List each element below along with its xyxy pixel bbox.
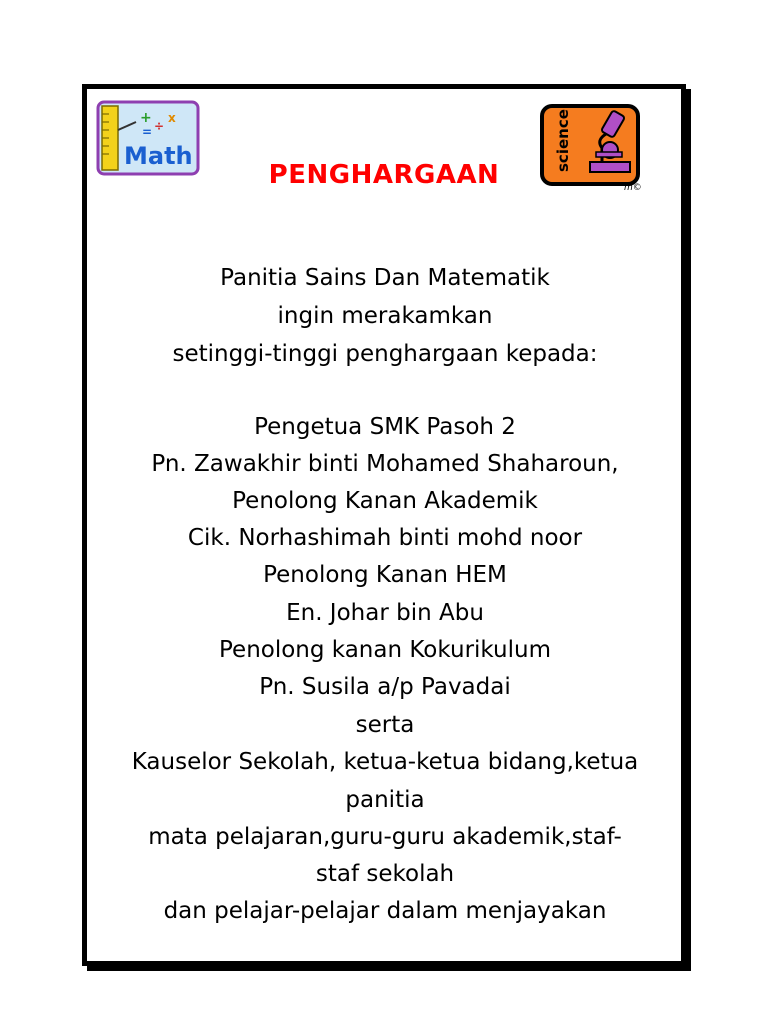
- text-line: mata pelajaran,guru-guru akademik,staf-: [148, 824, 622, 850]
- text-line: setinggi-tinggi penghargaan kepada:: [172, 341, 598, 367]
- text-line: En. Johar bin Abu: [286, 600, 484, 626]
- text-line: Pengetua SMK Pasoh 2: [254, 414, 516, 440]
- math-logo-label: Math: [124, 142, 193, 170]
- text-line: Cik. Norhashimah binti mohd noor: [187, 525, 583, 551]
- text-line: dan pelajar-pelajar dalam menjayakan: [163, 898, 607, 924]
- text-line: Pn. Susila a/p Pavadai: [259, 674, 511, 700]
- text-line: staf sekolah: [315, 861, 455, 887]
- text-line: Penolong Kanan Akademik: [232, 488, 538, 514]
- text-line: panitia: [345, 787, 425, 813]
- svg-text:+: +: [140, 110, 152, 126]
- text-line: serta: [355, 712, 415, 738]
- svg-text:x: x: [168, 111, 176, 125]
- text-line: Kauselor Sekolah, ketua-ketua bidang,ketua: [131, 749, 639, 775]
- text-line: Penolong kanan Kokurikulum: [219, 637, 551, 663]
- text-line: Pn. Zawakhir binti Mohamed Shaharoun,: [151, 451, 619, 477]
- science-logo-signature: m©: [624, 183, 642, 192]
- svg-text:÷: ÷: [154, 119, 165, 133]
- page-title: PENGHARGAAN: [268, 160, 500, 190]
- science-logo-label: science: [554, 109, 572, 172]
- svg-text:=: =: [142, 125, 153, 139]
- text-line: ingin merakamkan: [277, 303, 493, 329]
- text-line: Penolong Kanan HEM: [263, 562, 507, 588]
- text-line: Panitia Sains Dan Matematik: [220, 265, 550, 291]
